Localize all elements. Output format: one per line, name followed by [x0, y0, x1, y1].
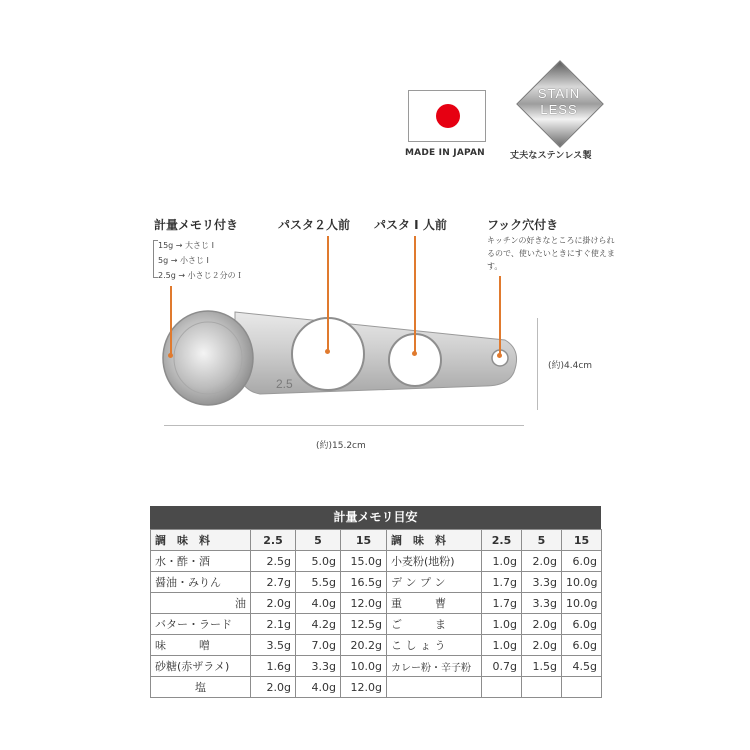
col-header-2-5-b: 2.5: [482, 530, 522, 551]
col-header-15-b: 15: [562, 530, 602, 551]
cell-value: 2.1g: [251, 614, 296, 635]
memo-title: 計量メモリ付き: [154, 218, 239, 232]
table-header-row: [151, 530, 602, 551]
spoon-engraving: 2.5: [276, 377, 293, 391]
table-row: [151, 677, 602, 698]
spoon-bowl: [163, 311, 253, 405]
cell-seasoning: 油: [151, 593, 251, 614]
cell-seasoning: バター・ラード: [151, 614, 251, 635]
cell-value: 1.0g: [482, 635, 522, 656]
pasta1-callout-line: [414, 236, 416, 354]
cell-value: 3.3g: [296, 656, 341, 677]
cell-value: 2.7g: [251, 572, 296, 593]
cell-value: 0.7g: [482, 656, 522, 677]
memo-callout-line: [170, 286, 172, 356]
cell-value: 6.0g: [562, 551, 602, 572]
cell-value: 1.7g: [482, 572, 522, 593]
cell-value: [562, 677, 602, 698]
pasta1-title: パスタ I 人前: [374, 218, 447, 232]
measuring-spoon-illustration: [150, 290, 550, 420]
stainless-text-1: STAIN: [537, 86, 581, 101]
cell-value: 12.0g: [341, 677, 387, 698]
cell-value: 2.5g: [251, 551, 296, 572]
measurement-table: [150, 529, 602, 698]
cell-value: [522, 677, 562, 698]
cell-value: 3.5g: [251, 635, 296, 656]
pasta2-title: パスタ２人前: [278, 218, 351, 232]
col-header-seasoning-2: 調 味 料: [387, 530, 482, 551]
pasta1-callout-dot: [412, 351, 417, 356]
cell-value: 2.0g: [522, 614, 562, 635]
cell-seasoning: こ し ょ う: [387, 635, 482, 656]
cell-value: 12.5g: [341, 614, 387, 635]
stainless-badge-icon: [516, 60, 602, 146]
stainless-caption: 丈夫なステンレス製: [510, 151, 592, 161]
measurement-guide: [150, 506, 601, 698]
cell-value: 20.2g: [341, 635, 387, 656]
table-row: [151, 551, 602, 572]
col-header-15: 15: [341, 530, 387, 551]
cell-value: 4.5g: [562, 656, 602, 677]
table-row: [151, 656, 602, 677]
cell-value: 15.0g: [341, 551, 387, 572]
col-header-seasoning: 調 味 料: [151, 530, 251, 551]
cell-value: 6.0g: [562, 614, 602, 635]
cell-value: 10.0g: [562, 593, 602, 614]
hook-title: フック穴付き: [487, 218, 559, 232]
height-dimension: (約)4.4cm: [548, 361, 593, 371]
cell-value: 10.0g: [562, 572, 602, 593]
cell-value: [482, 677, 522, 698]
cell-seasoning: 塩: [151, 677, 251, 698]
cell-value: 5.0g: [296, 551, 341, 572]
cell-seasoning: 味 噌: [151, 635, 251, 656]
table-row: [151, 593, 602, 614]
cell-value: 1.5g: [522, 656, 562, 677]
cell-value: 1.0g: [482, 614, 522, 635]
col-header-5: 5: [296, 530, 341, 551]
cell-seasoning: 水・酢・酒: [151, 551, 251, 572]
col-header-5-b: 5: [522, 530, 562, 551]
cell-value: 12.0g: [341, 593, 387, 614]
cell-seasoning: ご ま: [387, 614, 482, 635]
width-dimension-line: [164, 425, 524, 426]
cell-value: 4.2g: [296, 614, 341, 635]
cell-value: 2.0g: [251, 677, 296, 698]
pasta2-callout-dot: [325, 349, 330, 354]
cell-seasoning: デ ン プ ン: [387, 572, 482, 593]
cell-value: 16.5g: [341, 572, 387, 593]
hook-description: キッチンの好きなところに掛けられるので、使いたいときにすぐ使えます。: [487, 236, 615, 271]
height-dimension-line: [537, 318, 538, 410]
cell-value: 3.3g: [522, 572, 562, 593]
cell-value: 3.3g: [522, 593, 562, 614]
cell-seasoning: 砂糖(赤ザラメ): [151, 656, 251, 677]
cell-seasoning: 醤油・みりん: [151, 572, 251, 593]
cell-seasoning: 重 曹: [387, 593, 482, 614]
memo-line-2-5: 2.5g → 小さじ２分のＩ: [158, 271, 244, 280]
cell-value: 4.0g: [296, 593, 341, 614]
cell-value: 7.0g: [296, 635, 341, 656]
cell-value: 2.0g: [522, 635, 562, 656]
table-row: [151, 572, 602, 593]
memo-lines: [158, 238, 244, 283]
cell-value: 2.0g: [251, 593, 296, 614]
hook-callout-line: [499, 276, 501, 356]
cell-seasoning: カレー粉・辛子粉: [387, 656, 482, 677]
col-header-2-5: 2.5: [251, 530, 296, 551]
cell-value: 4.0g: [296, 677, 341, 698]
memo-callout-dot: [168, 353, 173, 358]
table-row: [151, 614, 602, 635]
cell-value: 1.7g: [482, 593, 522, 614]
cell-value: 1.0g: [482, 551, 522, 572]
cell-value: 2.0g: [522, 551, 562, 572]
cell-value: 10.0g: [341, 656, 387, 677]
cell-value: 1.6g: [251, 656, 296, 677]
stainless-text-2: LESS: [540, 102, 578, 117]
flag-sun: [436, 104, 460, 128]
cell-value: 5.5g: [296, 572, 341, 593]
memo-line-5: 5g → 小さじ I: [158, 256, 209, 265]
made-in-japan-label: MADE IN JAPAN: [405, 148, 485, 158]
width-dimension: (約)15.2cm: [316, 441, 366, 451]
cell-seasoning: [387, 677, 482, 698]
memo-line-15: 15g → 大さじ I: [158, 241, 214, 250]
cell-seasoning: 小麦粉(地粉): [387, 551, 482, 572]
japan-flag-icon: [408, 90, 486, 142]
cell-value: 6.0g: [562, 635, 602, 656]
table-title: 計量メモリ目安: [150, 506, 601, 529]
table-row: [151, 635, 602, 656]
hook-callout-dot: [497, 353, 502, 358]
pasta2-callout-line: [327, 236, 329, 352]
